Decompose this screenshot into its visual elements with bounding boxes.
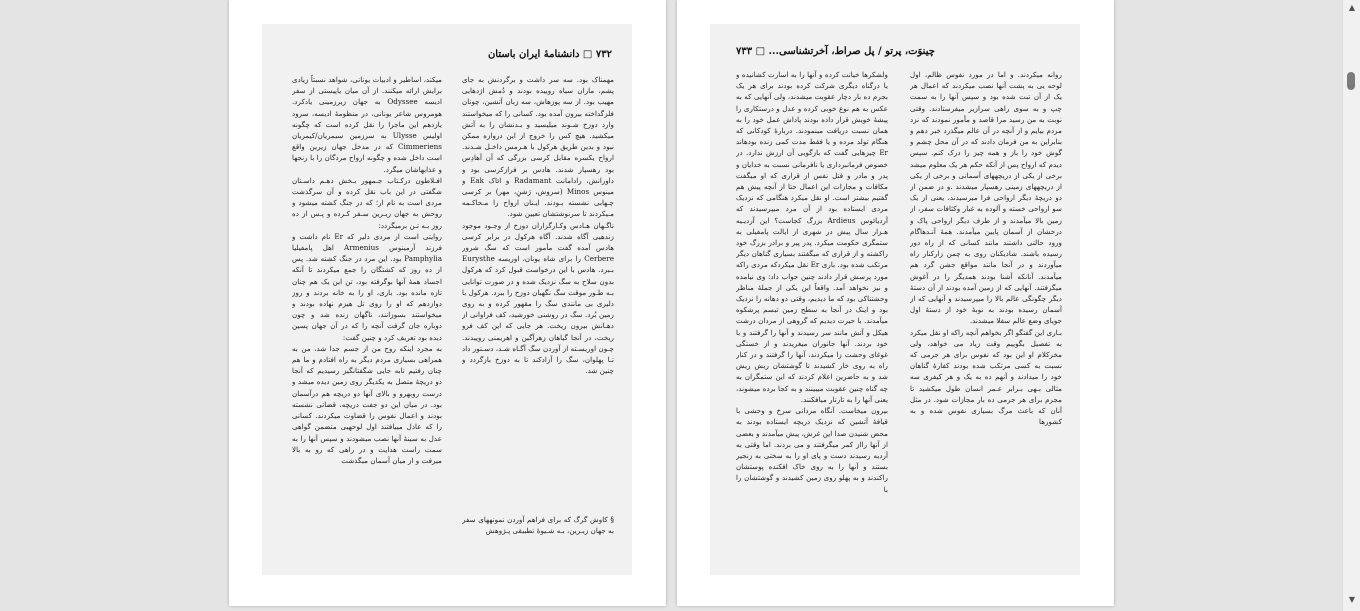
vertical-scrollbar[interactable] bbox=[1342, 0, 1360, 611]
page-732 bbox=[229, 0, 666, 606]
paragraph: افـلاطون درکـتاب جـمهور بـخش دهـم داسـتان شگفتی در این باب نقل کرده و آن سرگذشت مردی است به نام ار؛ که در جنگ کشته میشود و روحش به جهان زیـرین سـفر کـرده و پـس از ده روز بـه تـن برمیگردد: bbox=[292, 175, 442, 230]
text-column-right-footer: § کاوش گرگ که برای فراهم آوردن نمونههای سفر به جهان زیـرین، بـه شـیوهٔ تطبیقی پـژوهش bbox=[462, 515, 614, 536]
paragraph: مهمناک بود. سه سر داشت و برگردنش به جای پشم، ماران سیاه روییده بودند و دُمش اژدهایی مهیب بود. از سه پوزهاش، سه زبان آتشین، چونان فلزگداخته بیرون آمده بود. کسانی را که میخواستند وارد دوزخ شـوند میلیسید و بـدنشان را به آتش میکشید. هیچ کس را خروج از این دروازه ممکن نبود و بدین طریق هرکول با هـرمس داخـل شـدند. ارواح یکسره مقابل کرسی بزرگی که آن آهادِس بود رهسپار شدند. هادس بر فرازکرسی بود و داورانش، رادامانت Radamant و ائاک Eak و مینوس Minos (سروش، رَشنِ، مهر) بر کرسی چـهابی نشسته بـودند. ایـنان ارواح را مـحاکـمه مـیکردند تا سرنوشتشان تعیین شود. bbox=[462, 75, 614, 219]
paragraph: روایتی است از مردی دلیر که Er نام داشت و فرزند آرمینوس Armenius اهل پامفیلیا Pamphylia بود. این مرد در جنگ کشته شد. پس از ده روز که کشتگان را جمع میکردند تا آنکه اجساد همهٔ آنها بوگرفته بود، تن این یک هم چنان تازه مانده بود. باری، او را به خانه بردند و روز دوازدهم که او را روی تل هیزم نهاده بودند و میخواستند بسوزانند، ناگهان زنده شد و چون دوباره جان گرفت آنچه را که در آن جهان پسین دیده بود تعریف کرد و چنین گفت: bbox=[292, 231, 442, 342]
paragraph: میکند، اساطیر و ادبیات یونانی، شواهد نسبتاً زیادی برایش ارائه میکنند. از آن میان یاپیستی از سفر ادیسه Odyssee به جهان زیرزمینی یادکرد. هومروس شاعر یونانی، در منظومهٔ ادیسه، سرود یازدهم این ماجرا را نقل کرده است که چگونه اولیس Ulysse به سرزمین سیمریان/کیمریان Cimmeriens که در مدخل جهان زیرین واقع است داخل شده و چگونه ارواح مردگان را با رنجها و عذابهاشان میگرد. bbox=[292, 75, 442, 174]
text-column-right bbox=[910, 69, 1062, 539]
scanned-page-image bbox=[710, 24, 1080, 575]
page-733 bbox=[677, 0, 1114, 606]
page-header: ۷۳۲ □ دانشنامهٔ ایران باستان bbox=[487, 49, 612, 60]
scrollbar-thumb[interactable] bbox=[1347, 72, 1355, 90]
paragraph: بـاری این گفتگو اگر بخواهم آنچه راکه او نقل میکرد به تفصیل بگوییم وقت زیاد می خواهد، ولی مخرکلام او این بود که نفوس برای هر جرمی که نسبت به کسی مرتکب شده بودند کفارهٔ گناهان خود را میدادند و آنهم ده به یک و هر کیفری سه مثالی بـهی بـرابر عـمر انسان طول میکشید تا مجرم برای هر جرمی ده بار مجازات شود. در مثل آنان که باعث مرگ بسیاری نفوس شده و به کشورها bbox=[910, 327, 1062, 427]
paragraph: ولشکرها خیانت کرده و آنها را به اسارت کشانیده و یا درگناه دیگری شرکت کرده بودند برای هر یک بجرم ده بار دچار عقوبت میشدند، ولی آنهایی که به عکس به هم نوع خوبی کرده و عدل و درستکاری را پیشهٔ خویش قرار داده بودند پاداش عمل خود را به همان نسبت دریافت مینمودند. دربارهٔ کودکانی که هنگام تولد مرده و یا فقط مدت کمی زنده بودهاند Er چیزهایی گفت که بازگویی آن ارزش ندارد. در خصوص فرمانبرداری یا نافرمانی نسبت به خدایان و پدر و مادر و قتل نفس از قراری که او میگفت مکافات و مجازات این اعمال حتا از آنچه پیش هم گفتیم بیشتر است. او نقل میکرد هنگامی که نزدیک مردی ایستاده بود از آن مرد میپرسیدند که آردیائوس Ardieus بزرگ کجاست؟ این آردیـیه هـزار سال پیش در شهری از ایالت پامفیلی به ستمگری حکومت میکرد. پدر پیر و برادر بزرگ خود راکشته و از قراری که میگفتند بسیاری گناهان دیگر مرتکب شده بود. باری Er نقل میکردکه مردی راکه مورد پرسش قرار دادند چنین جواب داد: وی نیامده و نیز نخواهد آمد. واقعاً این یکی از جملهٔ مناظر وحشتناکی بود که ما دیدیم، وقتی دو دهانه را نزدیک بود و اینک در آنجا به سطح زمین تبسم پرشکوه میآمدند. با حیرت دیدیم که گروهی از مردان درشت هیکل و آتش مانند سر رسیدند و آنها را گرفتند و با خود بردند. آنها جانوران میغریدند و از خستگی غوغای وحشت زا میکردند، آنها را گرفتند و در کنار راه به روی خار کشیدند تا گوشتشان ریش ریش شد و به حاضرین اعلام کردند که این ستمگران به چه گناه چنین عقوبت میبینند و به کجا برده میشوند، یعنی آنها را به تارتار میافکنند. bbox=[736, 70, 888, 404]
text-column-right bbox=[462, 74, 614, 544]
arrow-up-icon[interactable]: ▲ bbox=[1348, 3, 1356, 12]
scanned-page-image bbox=[262, 24, 632, 575]
paragraph: به مجرد اینکه روح من از جسم جدا شد، من به همراهی بسیاری مردم دیگر به راه افتادم و ما هم چنان رفتیم تابه جایی شگفتانگیز رسیدیم که آنجا دو دریچهٔ متصل به یکدیگر روی زمین دیده میشد و درست روبهرو و بالای آنها دو دریچه هم درآسمان بود. در میان این دو جفت دریچه، قضاتی نشسته بودند و اعمال نفوس را قضاوت میکردند. کسانی را که عادل مییافتند اول لوحهیی متضمن گواهی عدل به سینهٔ آنها نصب میشودند و سپس آنها را به سمت راست هدایت و در راهی که رو به بالا میرفت و از میان آسمان میگذشت bbox=[292, 343, 442, 465]
text-column-left bbox=[292, 74, 442, 569]
page-header: چینوَت، پرتو / پل صراط، آخرتشناسی... □ ۷۳۳ bbox=[736, 46, 935, 57]
paragraph: ناگـهان هـادس وکـارگزاران دوزخ از وجـود موجود زندهیی آگاه شدند. آگاه هرکول در برابر کرسی هادس آمده گفت مأمور است که سگ شرور Cerbere را برای شاه یونان، اوریسه Eurysthe بـبرد. هادس با این درخواست قبول کرد که هرکول بدون سلاح به سگ نزدیک شده و در صورت توانایی بـه طـور موقت سگ نگهبان دوزخ را ببرد. هرکول با دلیری بی مانندی سگ را مقهور کرده و به روی زمین بُرد. سگ در روشنی خورشید، کف فراوانی از دهـانش بیرون ریخت. هر جایی که این کف فرو ریخت، در آنجا گیاهان زهرآگین و اهریمنی روییدند. چـون اوریسـته از آوردن سگ آگـاه شـد، دسـتور داد تـا پهلوان، سگ را آزادکند تا به دوزخ بازگردد و چنین شد. bbox=[462, 220, 614, 376]
paragraph: بیرون میخاست. آنگاه مردانی سرخ و وحشی با قیافهٔ آتشین که نزدیک دریچه ایستاده بودند به محض شنیدن صدا این غرش، پیش میآمدند و بعضی از آنها رااز کمر میگرفتند و می بردند. اما وقتی به آردیه رسیدند دست و پای او را به سختی به زنجیر بستند و آنها را به روی خاک افکنده پوستشان راکندند و به پهلو روی زمین کشیدند و گوشتشان را با bbox=[736, 406, 888, 494]
paragraph: روانه میکردند. و اما در مورد نفوس ظالم، اول لوحه یی به پشت آنها نصب میکردند که اعمال هر یک از آن تبت شده بود و سپس آنها را به سمت چپ و به سوی راهی سرازیر میفرستادند. وقتی نوبت به من رسید مرا قاصد و مأمور نمودند که نزد مردم بیایم و از آنچه در آن عالم میگذرد خبر دهم و بنابراین به من فرمان دادند که در آن محل چشم و گوش خود را باز و همه چیز را درک کنم. سپس دیدم که ارواح پس از آنکه حکم هر یک معلوم میشد برخی از یکی از دریچههای آسمانی و برخی از یکی از دریچههای زمینی رهسپار میشدند .و در ضمن از دو دریچهٔ دیگر ارواحی فرا میرسیدند، یعنی از یک سو ارواحی خسته و آلوده به غبار وکثافات سفر، از زمین بالا میآمدند و از طرف دیگر ارواحی پاک و درخشان از آسمان پایین میآمدند. همهٔ آنـدهاگام ورود حالتی داشتند مانند کسانی که از راه دور رسیده باشند. شادیکنان روی به چمن زارکنار راه میآوردند و در آنجا مانند مواقع جشن گرد هم میآمدند. آنانکه آشنا بودند همدیگر را در آغوش میگرفتند. آنهایی که از زمین آمده بودند از آن دستهٔ دیگر چگونگی عالم بالا را میپرسیدند و آنهایی که از آسمان رسیده بودند به نوبهٔ خود از دستهٔ اول جویای وضع عالم سفلا میشدند. bbox=[910, 70, 1062, 326]
text-column-left bbox=[736, 69, 888, 539]
arrow-down-icon[interactable]: ▼ bbox=[1348, 595, 1356, 604]
